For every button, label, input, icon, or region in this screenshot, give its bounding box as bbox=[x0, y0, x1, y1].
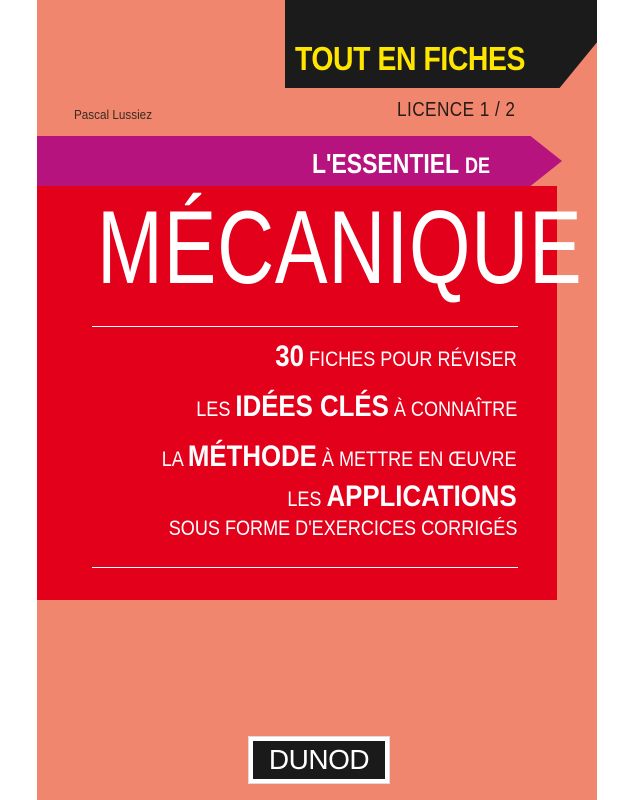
feature-fiches-text: FICHES POUR RÉVISER bbox=[304, 348, 517, 371]
book-cover bbox=[37, 0, 597, 800]
feature-methode-pre: LA bbox=[162, 448, 189, 471]
feature-applications-pre: LES bbox=[287, 488, 327, 511]
feature-idees-pre: LES bbox=[195, 398, 236, 421]
feature-applications-strong: APPLICATIONS bbox=[326, 480, 517, 513]
subtitle-small: DE bbox=[465, 153, 491, 178]
book-title: MÉCANIQUE bbox=[97, 190, 583, 306]
series-title: TOUT EN FICHES bbox=[295, 40, 525, 77]
feature-idees bbox=[196, 390, 517, 424]
feature-idees-text: À CONNAÎTRE bbox=[388, 398, 517, 421]
subtitle-text bbox=[312, 148, 490, 180]
divider-bottom bbox=[92, 567, 518, 568]
feature-exercices bbox=[168, 517, 517, 541]
feature-methode-text: À METTRE EN ŒUVRE bbox=[317, 448, 517, 471]
feature-applications bbox=[288, 480, 517, 514]
publisher-logo bbox=[248, 736, 390, 784]
feature-exercices-text: SOUS FORME D'EXERCICES CORRIGÉS bbox=[168, 517, 517, 540]
feature-methode-strong: MÉTHODE bbox=[188, 440, 318, 473]
publisher-name: DUNOD bbox=[253, 741, 385, 779]
level-label: LICENCE 1 / 2 bbox=[397, 99, 516, 121]
author-name: Pascal Lussiez bbox=[74, 107, 153, 122]
feature-methode bbox=[162, 440, 517, 474]
feature-fiches-count: 30 bbox=[275, 340, 305, 373]
divider-top bbox=[92, 326, 518, 327]
subtitle-main: L'ESSENTIEL bbox=[312, 148, 459, 179]
feature-idees-strong: IDÉES CLÉS bbox=[235, 390, 389, 423]
feature-fiches bbox=[276, 340, 517, 374]
